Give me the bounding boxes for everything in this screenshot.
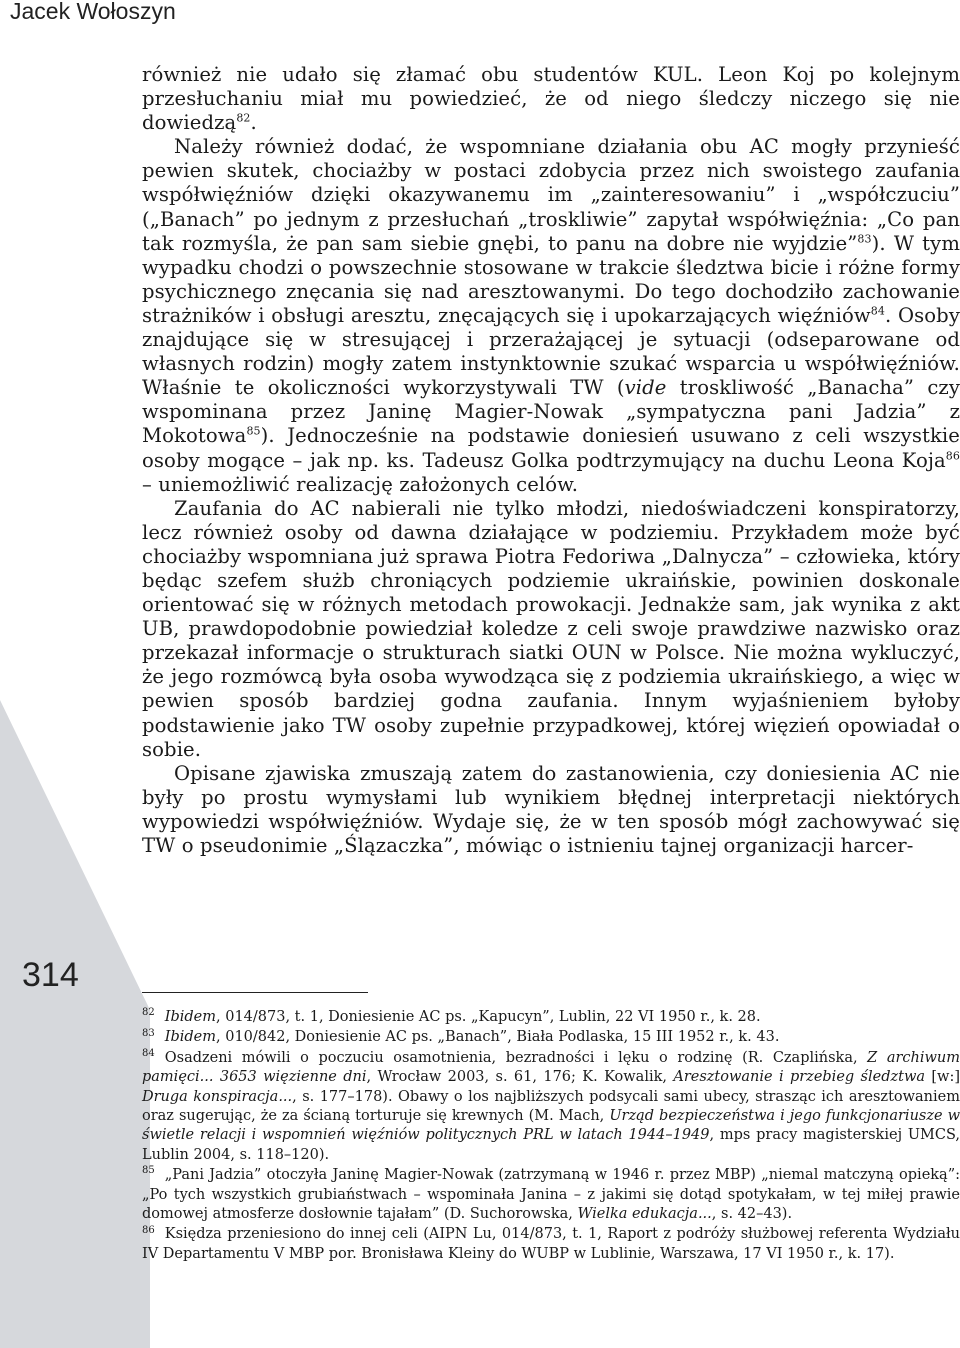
page-number: 314 [22, 956, 79, 994]
main-text [142, 63, 960, 858]
footnotes [142, 1008, 960, 1265]
footnote: $^{82}$ Ibidem, 014/873, t. 1, Doniesienie AC ps. „Kapucyn”, Lublin, 22 VI 1950 r., k. 28. [142, 1007, 761, 1025]
paragraph: Należy również dodać, że wspomniane działania obu AC mogły przynieść pewien skutek, chociażby w postaci zdobycia przez nich swoistego zaufania współwięźniów dzięki okazywanemu im „zainteresowaniu” i „współczuciu” („Banach” po jednym z przesłuchań „troskliwie” zapytał współwięźnia: „Co pan tak rozmyśla, że pan sam siebie gnębi, to panu na dobre nie wyjdzie”$^{83}$). W tym wypadku chodzi o powszechnie stosowane w trakcie śledztwa bicie i różne formy psychicznego znęcania się nad aresztowanymi. Do tego dochodziło zachowanie strażników i obsługi aresztu, znęcających się i upokarzających więźniów$^{84}$. Osoby znajdujące się w stresującej i przerażającej je sytuacji (odseparowane od własnych rodzin) mogły zatem instynktownie szukać wsparcia u współwięźniów. Właśnie te okoliczności wykorzystywali TW (vide troskliwość „Banacha” czy wspominana przez Janinę Magier-Nowak „sympatyczna pani Jadzia” z Mokotowa$^{85}$). Jednocześnie na podstawie doniesień usuwano z celi wszystkie osoby mogące – jak np. ks. Tadeusz Golka podtrzymujący na duchu Leona Koja$^{86}$ – uniemożliwić realizację założonych celów. [142, 135, 960, 496]
italic-text: Wielka edukacja... [577, 1206, 712, 1223]
footnote: $^{85}$ „Pani Jadzia” otoczyła Janinę Magier-Nowak (zatrzymaną w 1946 r. przez MBP) „niemal matczyną opieką”: „Po tych wszystkich grubiaństwach – wspominała Janina – z jakimi się dotąd spotykałam, w tej miłej prawie domowej atmosferze dosłownie tajałam” (D. Suchorowska, Wielka edukacja..., s. 42–43). [142, 1165, 960, 1223]
footnote-number: 82 [142, 1007, 155, 1019]
footnote-reference: 85 [246, 424, 261, 438]
running-header-author: Jacek Wołoszyn [10, 0, 176, 24]
page-tab-decoration [0, 0, 150, 1348]
footnote-number: 86 [142, 1224, 155, 1236]
paragraph: Opisane zjawiska zmuszają zatem do zastanowienia, czy doniesienia AC nie były po prostu wymysłami lub wynikiem błędnej interpretacji niektórych wypowiedzi współwięźniów. Wydaje się, że w ten sposób mógł zachowywać się TW o pseudonimie „Ślązaczka”, mówiąc o istnieniu tajnej organizacji harcer- [142, 761, 960, 857]
italic-text: Druga konspiracja... [142, 1088, 293, 1105]
italic-text: Urząd bezpieczeństwa i jego funkcjonariusze w świetle relacji i wspomnień więźniów politycznych PRL w latach 1944–1949 [142, 1108, 960, 1144]
italic-text: Aresztowanie i przebieg śledztwa [673, 1069, 926, 1086]
footnote: $^{84}$ Osadzeni mówili o poczuciu osamotnienia, bezradności i lęku o rodzinę (R. Czaplińska, Z archiwum pamięci... 3653 więzienne dni, Wrocław 2003, s. 61, 176; K. Kowalik, Aresztowanie i przebieg śledztwa [w:] Druga konspiracja..., s. 177–178). Obawy o los najbliższych podsycali sami ubecy, strasząc ich aresztowaniem oraz sugerując, że za ścianą torturuje się krewnych (M. Mach, Urząd bezpieczeństwa i jego funkcjonariusze w świetle relacji i wspomnień więźniów politycznych PRL w latach 1944–1949, mps pracy magisterskiej UMCS, Lublin 2004, s. 118–120). [142, 1047, 960, 1163]
italic-text: Ibidem [164, 1029, 216, 1046]
paragraph: Zaufania do AC nabierali nie tylko młodzi, niedoświadczeni konspiratorzy, lecz również osoby od dawna działające w podziemiu. Przykładem może być chociażby wspomniana już sprawa Piotra Fedoriwa „Dalnycza” – człowieka, który będąc szefem służb chroniących podziemie ukraińskie, powinien doskonale orientować się w różnych metodach prowokacji. Jednakże sam, jak wynika z akt UB, prawdopodobnie powiedział koledze z celi swoje prawdziwe nazwisko oraz przekazał informacje o strukturach siatki OUN w Polsce. Nie można wykluczyć, że jego rozmówcą była osoba wywodząca się z podziemia ukraińskiego, a więc w pewien sposób bardziej godna zaufania. Innym wyjaśnieniem byłoby podstawienie jako TW osoby zupełnie przypadkowej, której więzień opowiadał o sobie. [142, 496, 960, 761]
footnote-number: 84 [142, 1047, 155, 1059]
footnote-reference: 84 [870, 304, 885, 318]
footnote: $^{83}$ Ibidem, 010/842, Doniesienie AC ps. „Banach”, Biała Podlaska, 15 III 1952 r., k. 43. [142, 1027, 780, 1046]
footnote-reference: 86 [945, 448, 960, 462]
footnote-number: 83 [142, 1027, 155, 1039]
footnote-separator [142, 992, 368, 993]
footnote-number: 85 [142, 1165, 155, 1177]
footnote-reference: 82 [236, 111, 251, 125]
footnote-reference: 83 [857, 232, 872, 246]
italic-text: Ibidem [164, 1009, 216, 1025]
italic-text: vide [624, 376, 667, 400]
footnote: $^{86}$ Księdza przeniesiono do innej celi (AIPN Lu, 014/873, t. 1, Raport z podróży służbowej referenta Wydziału IV Departamentu V MBP por. Bronisława Kleiny do WUBP w Lublinie, Warszawa, 17 VI 1950 r., k. 17). [142, 1224, 960, 1262]
italic-text: Z archiwum pamięci... 3653 więzienne dni [142, 1049, 960, 1086]
paragraph: również nie udało się złamać obu studentów KUL. Leon Koj po kolejnym przesłuchaniu miał mu powiedzieć, że od niego śledczy niczego się nie dowiedzą$^{82}$. [142, 63, 960, 135]
